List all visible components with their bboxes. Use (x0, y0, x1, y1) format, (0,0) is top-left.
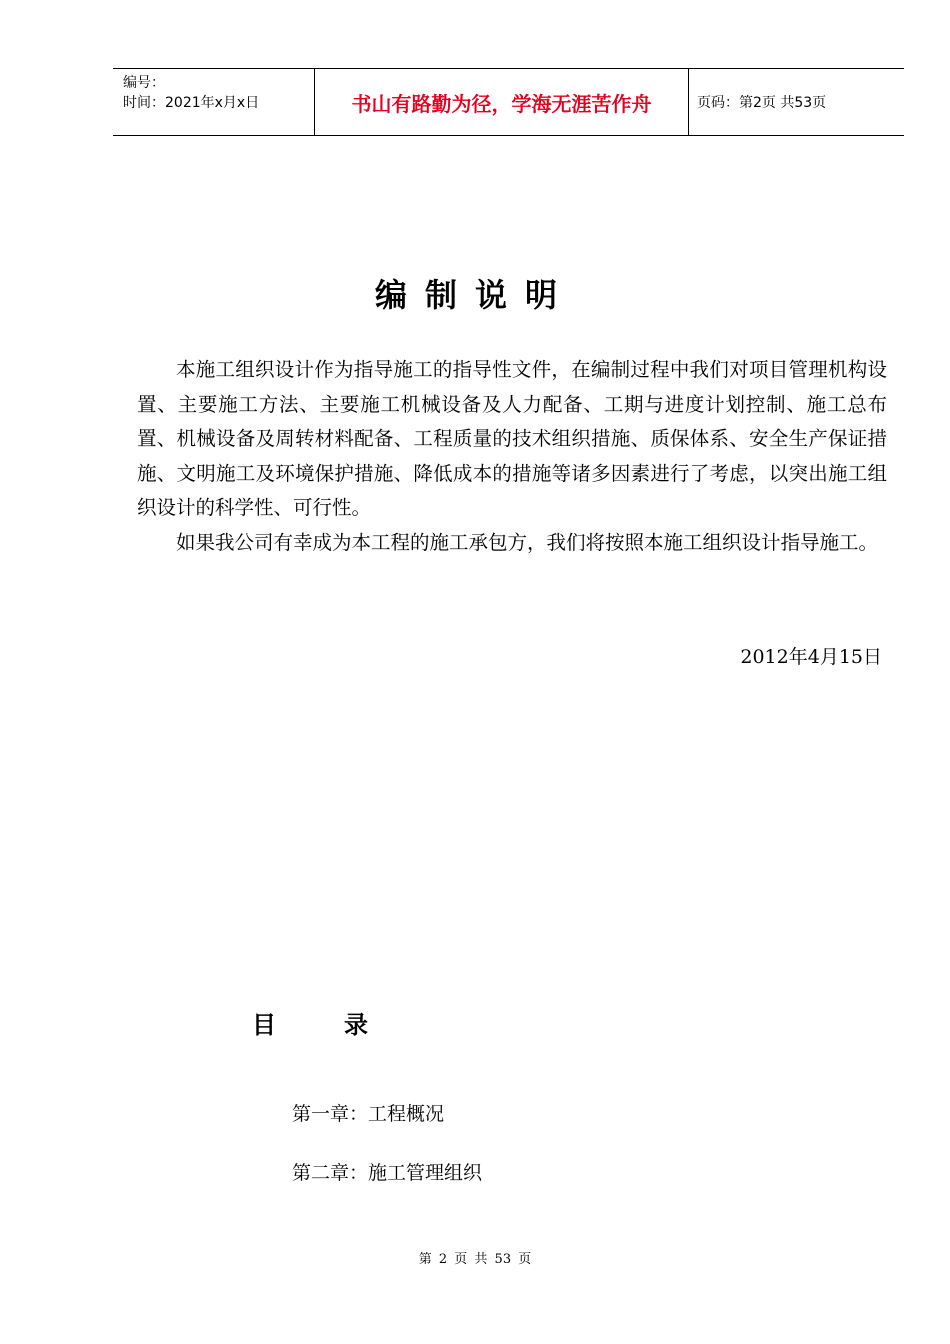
paragraph: 如果我公司有幸成为本工程的施工承包方，我们将按照本施工组织设计指导施工。 (176, 530, 879, 554)
toc-item[interactable]: 第一章：工程概况 (292, 1103, 445, 1125)
page-footer: 第 2 页 共 53 页 (418, 1252, 532, 1267)
header-page-info: 页码：第2页 共53页 (697, 95, 827, 111)
page-header (113, 68, 904, 136)
toc-item[interactable]: 第二章：施工管理组织 (292, 1162, 483, 1184)
number-label: 编号： (123, 75, 165, 91)
paragraph: 本施工组织设计作为指导施工的指导性文件，在编制过程中我们对项目管理机构设置、主要施工方法、主要施工机械设备及人力配备、工期与进度计划控制、施工总布置、机械设备及周转材料配备、工程质量的技术组织措施、质保体系、安全生产保证措施、文明施工及环境保护措施、降低成本的措施等诸多因素进行了考虑，以突出施工组织设计的科学性、可行性。 (137, 358, 887, 519)
toc-title-char: 目 (252, 1011, 276, 1039)
document-date: 2012年4月15日 (740, 646, 882, 668)
toc-title-char: 录 (344, 1011, 368, 1039)
document-title: 编制说明 (374, 276, 575, 314)
header-meta-cell (113, 69, 315, 135)
body-text (137, 353, 887, 560)
time-label: 时间：2021年x月x日 (123, 95, 260, 111)
toc-title (252, 1005, 368, 1040)
header-motto: 书山有路勤为径，学海无涯苦作舟 (315, 69, 689, 135)
